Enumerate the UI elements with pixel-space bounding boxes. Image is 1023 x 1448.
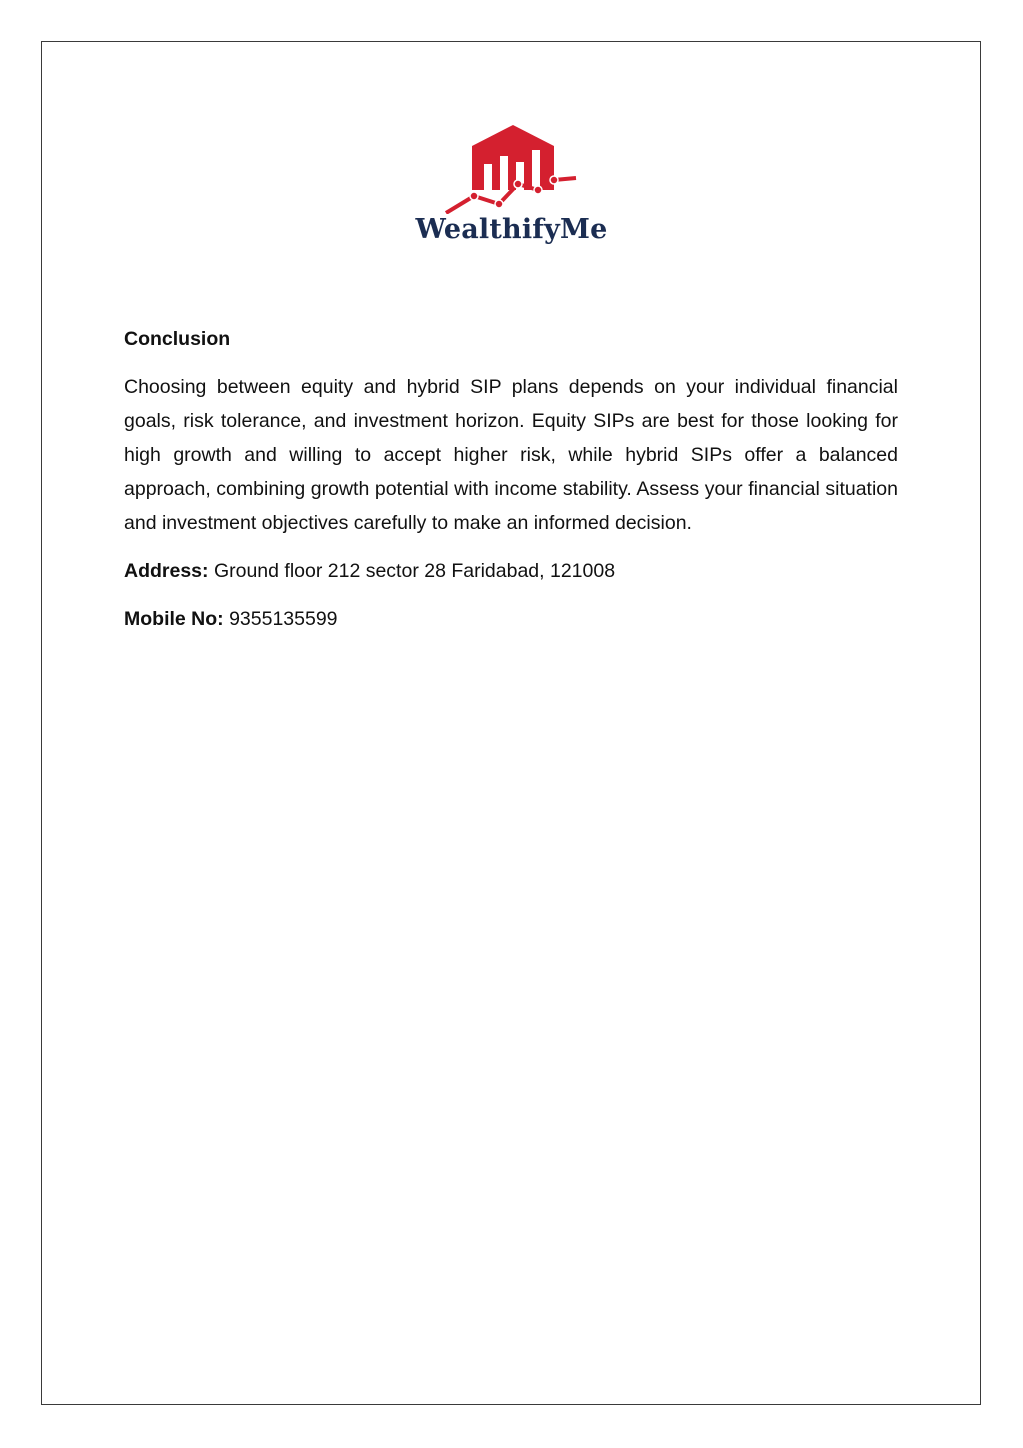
house-bar-chart-icon (404, 118, 619, 214)
address-line (124, 554, 898, 588)
mobile-value: 9355135599 (223, 608, 338, 630)
section-heading: Conclusion (124, 328, 231, 350)
conclusion-paragraph: Choosing between equity and hybrid SIP plans depends on your individual financial goals, risk tolerance, and investment horizon. Equity SIPs are best for those looking for high growth and willing to accept higher risk, while hybrid SIPs offer a balanced approach, combining growth potential with income stability. Assess your financial situation and investment objectives carefully to make an informed decision. (124, 376, 898, 534)
address-label: Address: (124, 560, 209, 582)
company-logo (404, 118, 619, 263)
mobile-line (124, 602, 898, 636)
logo-wordmark: WealthifyMe (415, 214, 608, 245)
mobile-label: Mobile No: (124, 608, 224, 630)
document-body (124, 322, 898, 650)
address-value: Ground floor 212 sector 28 Faridabad, 121008 (208, 560, 616, 582)
